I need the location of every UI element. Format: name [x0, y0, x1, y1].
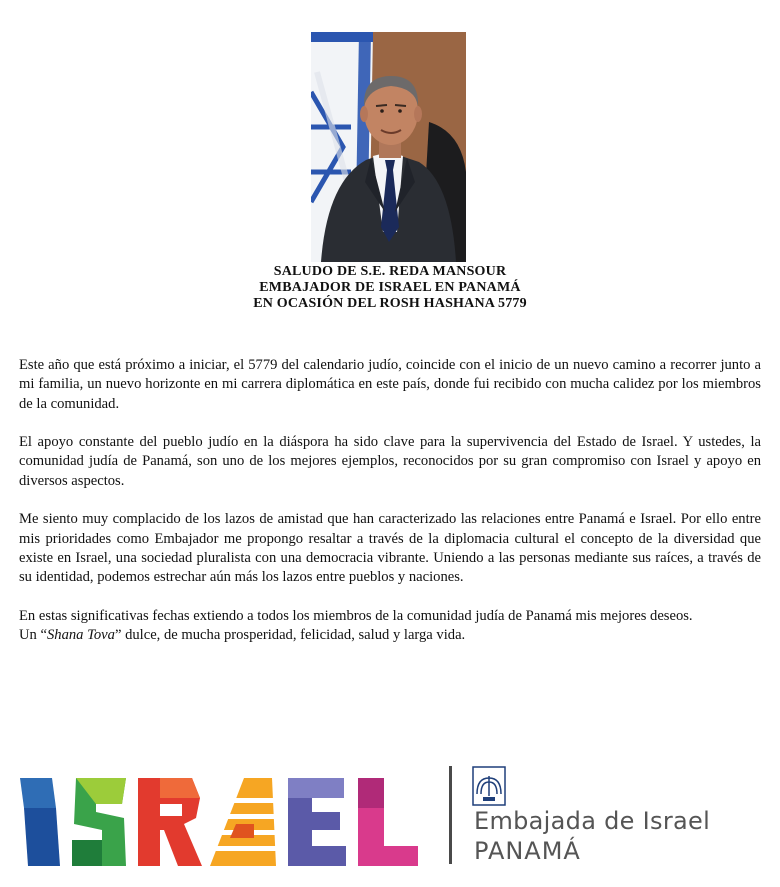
- embassy-name: Embajada de Israel: [474, 807, 711, 835]
- ambassador-portrait: [311, 32, 466, 262]
- closing-line-1: En estas significativas fechas extiendo a todos los miembros de la comunidad judía de Panamá mis mejores deseos.: [19, 607, 693, 624]
- letter-body: [19, 356, 761, 645]
- menorah-emblem-icon: [472, 766, 506, 806]
- greeting-line-3: EN OCASIÓN DEL ROSH HASHANA 5779: [253, 296, 527, 311]
- closing-suffix: ” dulce, de mucha prosperidad, felicidad, salud y larga vida.: [114, 627, 466, 644]
- closing-prefix: Un “: [19, 627, 47, 644]
- paragraph-3: Me siento muy complacido de los lazos de amistad que han caracterizado las relaciones entre Panamá e Israel. Por ello entre mis prioridades como Embajador me propongo resaltar a través de la diplomacia cultural el concepto de la diversidad que existe en Israel, una sociedad pluralista con una democracia vibrante. Uniendo a las personas mediante sus raíces, a través de su identidad, podemos estrechar aún más los lazos entre pueblos y naciones.: [19, 511, 761, 586]
- paragraph-2: El apoyo constante del pueblo judío en la diáspora ha sido clave para la supervivencia del Estado de Israel. Y ustedes, la comunidad judía de Panamá, son uno de los mejores ejemplos, reconocidos por su gran compromiso con Israel y apoyo en diversos aspectos.: [19, 434, 761, 489]
- greeting-line-1: SALUDO DE S.E. REDA MANSOUR: [273, 264, 507, 279]
- embassy-city: PANAMÁ: [474, 837, 581, 865]
- greeting-heading: [0, 264, 780, 312]
- israel-wordmark-logo: [14, 768, 454, 878]
- greeting-line-2: EMBAJADOR DE ISRAEL EN PANAMÁ: [259, 280, 521, 295]
- paragraph-1: Este año que está próximo a iniciar, el 5779 del calendario judío, coincide con el inicio de un nuevo camino a recorrer junto a mi familia, un nuevo horizonte en mi carrera diplomática en este país, donde fui recibido con mucha calidez por los miembros de la comunidad.: [19, 357, 761, 412]
- shana-tova: Shana Tova: [46, 627, 115, 644]
- logo-separator: [449, 766, 452, 864]
- closing-line-2: [19, 626, 761, 645]
- embassy-logo-footer: [0, 760, 780, 887]
